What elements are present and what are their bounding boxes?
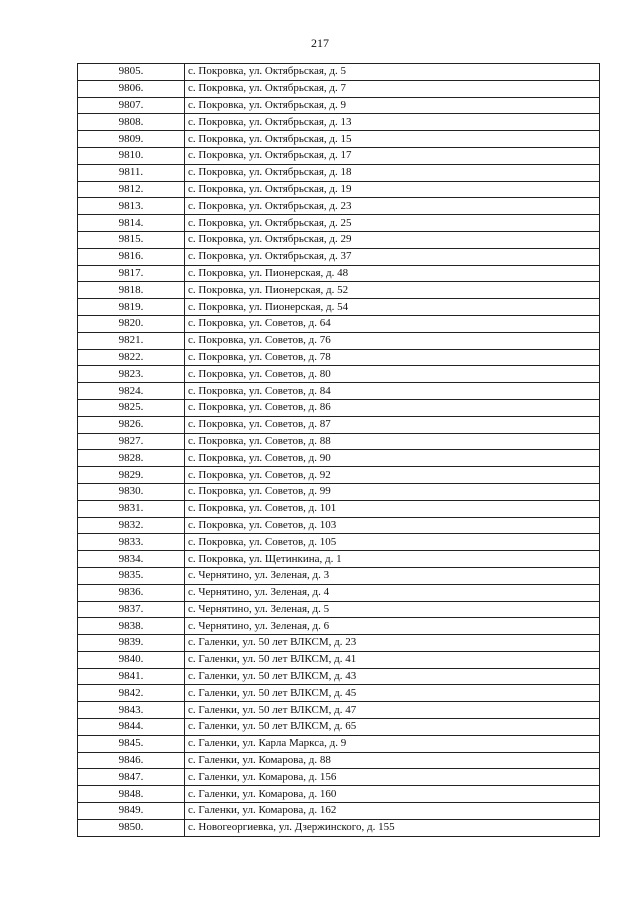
table-row <box>78 282 600 299</box>
row-number: 9841. <box>78 668 185 685</box>
table-row <box>78 231 600 248</box>
row-address: с. Покровка, ул. Октябрьская, д. 18 <box>185 164 600 181</box>
row-address: с. Чернятино, ул. Зеленая, д. 5 <box>185 601 600 618</box>
row-address: с. Галенки, ул. Карла Маркса, д. 9 <box>185 735 600 752</box>
table-row <box>78 131 600 148</box>
row-address: с. Покровка, ул. Октябрьская, д. 29 <box>185 231 600 248</box>
row-number: 9828. <box>78 450 185 467</box>
table-row <box>78 601 600 618</box>
row-number: 9813. <box>78 198 185 215</box>
row-address: с. Галенки, ул. Комарова, д. 160 <box>185 786 600 803</box>
row-number: 9846. <box>78 752 185 769</box>
row-address: с. Покровка, ул. Пионерская, д. 52 <box>185 282 600 299</box>
row-address: с. Покровка, ул. Щетинкина, д. 1 <box>185 551 600 568</box>
table-row <box>78 651 600 668</box>
row-number: 9833. <box>78 534 185 551</box>
table-row <box>78 64 600 81</box>
table-row <box>78 567 600 584</box>
row-address: с. Покровка, ул. Октябрьская, д. 17 <box>185 147 600 164</box>
row-number: 9826. <box>78 416 185 433</box>
address-table <box>77 63 600 837</box>
row-number: 9820. <box>78 315 185 332</box>
row-number: 9847. <box>78 769 185 786</box>
table-row <box>78 80 600 97</box>
row-number: 9848. <box>78 786 185 803</box>
row-number: 9822. <box>78 349 185 366</box>
row-address: с. Покровка, ул. Советов, д. 101 <box>185 500 600 517</box>
row-address: с. Покровка, ул. Октябрьская, д. 23 <box>185 198 600 215</box>
table-row <box>78 786 600 803</box>
row-number: 9823. <box>78 366 185 383</box>
row-number: 9834. <box>78 551 185 568</box>
row-address: с. Галенки, ул. 50 лет ВЛКСМ, д. 45 <box>185 685 600 702</box>
table-row <box>78 584 600 601</box>
row-number: 9810. <box>78 147 185 164</box>
table-row <box>78 450 600 467</box>
row-number: 9827. <box>78 433 185 450</box>
row-number: 9819. <box>78 299 185 316</box>
row-address: с. Галенки, ул. 50 лет ВЛКСМ, д. 43 <box>185 668 600 685</box>
row-number: 9818. <box>78 282 185 299</box>
row-address: с. Покровка, ул. Октябрьская, д. 9 <box>185 97 600 114</box>
table-row <box>78 735 600 752</box>
table-row <box>78 635 600 652</box>
table-row <box>78 399 600 416</box>
table-row <box>78 467 600 484</box>
table-row <box>78 315 600 332</box>
row-number: 9842. <box>78 685 185 702</box>
row-number: 9829. <box>78 467 185 484</box>
table-row <box>78 349 600 366</box>
row-address: с. Покровка, ул. Советов, д. 80 <box>185 366 600 383</box>
table-row <box>78 265 600 282</box>
row-number: 9824. <box>78 383 185 400</box>
row-address: с. Покровка, ул. Октябрьская, д. 25 <box>185 215 600 232</box>
row-number: 9811. <box>78 164 185 181</box>
row-number: 9817. <box>78 265 185 282</box>
row-address: с. Покровка, ул. Советов, д. 64 <box>185 315 600 332</box>
table-row <box>78 181 600 198</box>
row-number: 9835. <box>78 567 185 584</box>
row-number: 9850. <box>78 819 185 836</box>
table-row <box>78 618 600 635</box>
row-address: с. Галенки, ул. 50 лет ВЛКСМ, д. 41 <box>185 651 600 668</box>
row-address: с. Покровка, ул. Советов, д. 99 <box>185 483 600 500</box>
table-row <box>78 769 600 786</box>
table-row <box>78 114 600 131</box>
row-number: 9838. <box>78 618 185 635</box>
row-address: с. Покровка, ул. Октябрьская, д. 7 <box>185 80 600 97</box>
row-number: 9812. <box>78 181 185 198</box>
row-address: с. Чернятино, ул. Зеленая, д. 6 <box>185 618 600 635</box>
row-address: с. Галенки, ул. Комарова, д. 88 <box>185 752 600 769</box>
page-number: 217 <box>311 36 329 50</box>
row-number: 9807. <box>78 97 185 114</box>
row-address: с. Покровка, ул. Советов, д. 78 <box>185 349 600 366</box>
table-row <box>78 164 600 181</box>
row-address: с. Покровка, ул. Советов, д. 90 <box>185 450 600 467</box>
table-row <box>78 215 600 232</box>
row-address: с. Галенки, ул. Комарова, д. 156 <box>185 769 600 786</box>
table-row <box>78 819 600 836</box>
table-row <box>78 534 600 551</box>
row-address: с. Покровка, ул. Пионерская, д. 48 <box>185 265 600 282</box>
row-number: 9808. <box>78 114 185 131</box>
table-row <box>78 517 600 534</box>
row-number: 9832. <box>78 517 185 534</box>
table-row <box>78 383 600 400</box>
row-number: 9839. <box>78 635 185 652</box>
row-address: с. Покровка, ул. Советов, д. 105 <box>185 534 600 551</box>
row-address: с. Покровка, ул. Октябрьская, д. 19 <box>185 181 600 198</box>
table-row <box>78 702 600 719</box>
table-row <box>78 366 600 383</box>
table-row <box>78 752 600 769</box>
row-address: с. Покровка, ул. Советов, д. 76 <box>185 332 600 349</box>
row-number: 9825. <box>78 399 185 416</box>
row-number: 9809. <box>78 131 185 148</box>
row-address: с. Покровка, ул. Октябрьская, д. 15 <box>185 131 600 148</box>
row-number: 9844. <box>78 719 185 736</box>
row-address: с. Покровка, ул. Советов, д. 86 <box>185 399 600 416</box>
row-number: 9806. <box>78 80 185 97</box>
row-address: с. Покровка, ул. Советов, д. 87 <box>185 416 600 433</box>
row-number: 9805. <box>78 64 185 81</box>
table-row <box>78 332 600 349</box>
table-row <box>78 551 600 568</box>
row-number: 9849. <box>78 803 185 820</box>
row-address: с. Покровка, ул. Октябрьская, д. 5 <box>185 64 600 81</box>
table-row <box>78 803 600 820</box>
row-number: 9821. <box>78 332 185 349</box>
row-address: с. Покровка, ул. Октябрьская, д. 13 <box>185 114 600 131</box>
row-number: 9814. <box>78 215 185 232</box>
row-number: 9843. <box>78 702 185 719</box>
row-address: с. Покровка, ул. Октябрьская, д. 37 <box>185 248 600 265</box>
table-row <box>78 668 600 685</box>
table-row <box>78 248 600 265</box>
row-number: 9815. <box>78 231 185 248</box>
table-row <box>78 719 600 736</box>
table-row <box>78 299 600 316</box>
row-address: с. Галенки, ул. Комарова, д. 162 <box>185 803 600 820</box>
address-table-body <box>78 64 600 837</box>
row-address: с. Покровка, ул. Советов, д. 88 <box>185 433 600 450</box>
row-address: с. Покровка, ул. Советов, д. 84 <box>185 383 600 400</box>
row-number: 9837. <box>78 601 185 618</box>
row-number: 9836. <box>78 584 185 601</box>
row-address: с. Покровка, ул. Пионерская, д. 54 <box>185 299 600 316</box>
row-number: 9840. <box>78 651 185 668</box>
row-address: с. Галенки, ул. 50 лет ВЛКСМ, д. 65 <box>185 719 600 736</box>
row-address: с. Чернятино, ул. Зеленая, д. 3 <box>185 567 600 584</box>
table-row <box>78 97 600 114</box>
row-address: с. Новогеоргиевка, ул. Дзержинского, д. 155 <box>185 819 600 836</box>
table-row <box>78 198 600 215</box>
row-number: 9816. <box>78 248 185 265</box>
row-number: 9831. <box>78 500 185 517</box>
table-row <box>78 483 600 500</box>
table-row <box>78 685 600 702</box>
table-row <box>78 147 600 164</box>
table-row <box>78 416 600 433</box>
table-row <box>78 433 600 450</box>
row-address: с. Галенки, ул. 50 лет ВЛКСМ, д. 23 <box>185 635 600 652</box>
row-address: с. Покровка, ул. Советов, д. 92 <box>185 467 600 484</box>
row-number: 9830. <box>78 483 185 500</box>
row-address: с. Галенки, ул. 50 лет ВЛКСМ, д. 47 <box>185 702 600 719</box>
table-row <box>78 500 600 517</box>
row-address: с. Чернятино, ул. Зеленая, д. 4 <box>185 584 600 601</box>
row-address: с. Покровка, ул. Советов, д. 103 <box>185 517 600 534</box>
row-number: 9845. <box>78 735 185 752</box>
